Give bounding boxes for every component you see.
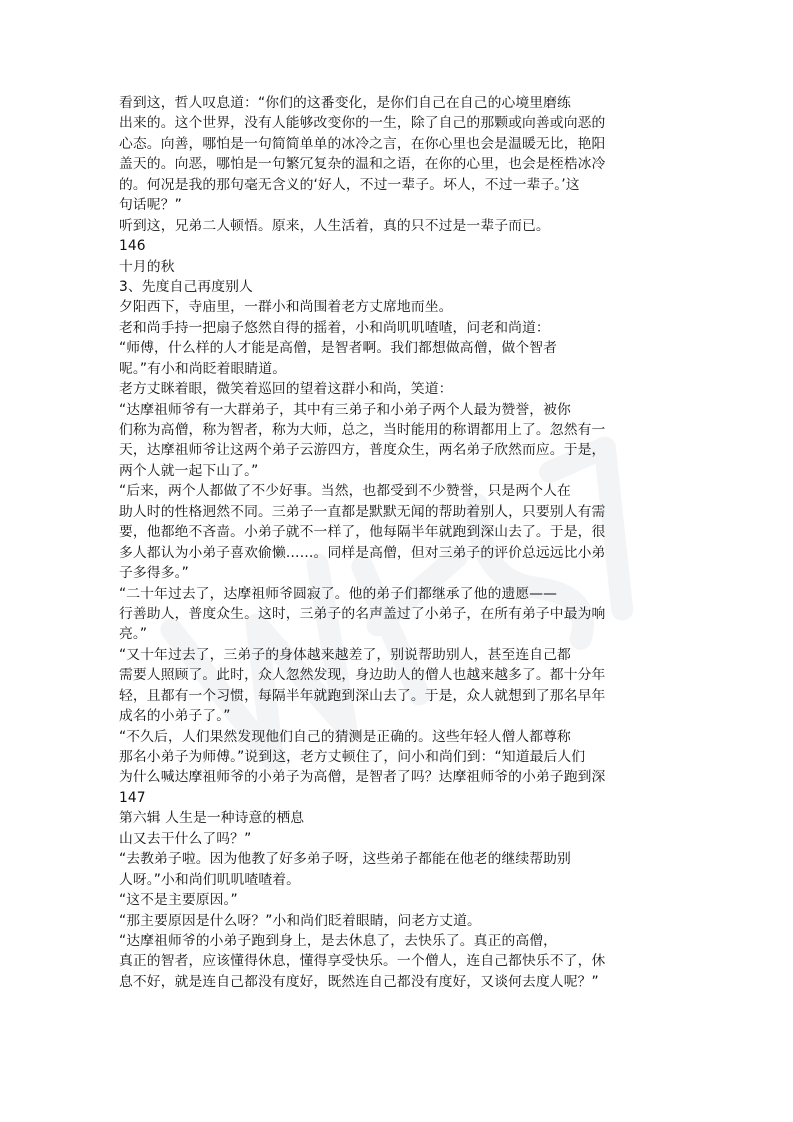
text-line: “又十年过去了，三弟子的身体越来越差了，别说帮助别人，甚至连自己都 [119, 646, 571, 663]
text-line: 3、先度自己再度别人 [119, 278, 253, 295]
text-line: 轻，且都有一个习惯，每隔半年就跑到深山去了。于是，众人就想到了那名早年 [119, 687, 606, 704]
document-text [119, 93, 679, 992]
text-line: “达摩祖师爷有一大群弟子，其中有三弟子和小弟子两个人最为赞誉，被你 [119, 401, 571, 418]
text-line: 们称为高僧，称为智者，称为大师，总之，当时能用的称谓都用上了。忽然有一 [119, 422, 606, 438]
text-line: “二十年过去了，达摩祖师爷圆寂了。他的弟子们都继承了他的遗愿—— [119, 585, 558, 602]
text-line: 需要人照顾了。此时，众人忽然发现，身边助人的僧人也越来越多了。都十分年 [119, 667, 606, 684]
text-line: 多人都认为小弟子喜欢偷懒……。同样是高僧，但对三弟子的评价总远远比小弟 [119, 544, 606, 561]
text-line: 要，他都绝不吝啬。小弟子就不一样了，他每隔半年就跑到深山去了。于是，很 [119, 524, 606, 541]
text-line: 老和尚手持一把扇子悠然自得的摇着，小和尚叽叽喳喳，问老和尚道： [119, 319, 550, 336]
text-line: “去教弟子啦。因为他教了好多弟子呀，这些弟子都能在他老的继续帮助别 [119, 851, 571, 868]
text-line: 行善助人，普度众生。这时，三弟子的名声盖过了小弟子，在所有弟子中最为响 [119, 605, 606, 622]
text-line: “达摩祖师爷的小弟子跑到身上，是去休息了，去快乐了。真正的高僧， [119, 932, 558, 949]
text-line: 心态。向善，哪怕是一句简简单单的冰冷之言，在你心里也会是温暖无比，艳阳 [119, 135, 606, 152]
text-line: 呢。”有小和尚眨着眼睛道。 [119, 360, 287, 377]
text-line: 出来的。这个世界，没有人能够改变你的一生，除了自己的那颗或向善或向恶的 [119, 115, 606, 132]
text-line: 十月的秋 [119, 258, 175, 275]
text-line: “后来，两个人都做了不少好事。当然，也都受到不少赞誉，只是两个人在 [119, 483, 571, 500]
text-line: 句话呢？” [119, 197, 182, 214]
text-line: 的。何况是我的那句毫无含义的‘好人，不过一辈子。坏人，不过一辈子。’这 [119, 176, 580, 193]
text-line: 真正的智者，应该懂得休息，懂得享受快乐。一个僧人，连自己都快乐不了，休 [119, 953, 606, 970]
text-line: 为什么喊达摩祖师爷的小弟子为高僧，是智者了吗？达摩祖师爷的小弟子跑到深 [119, 769, 606, 786]
text-line: 子多得多。” [119, 565, 189, 582]
text-line: 天，达摩祖师爷让这两个弟子云游四方，普度众生，两名弟子欣然而应。于是， [119, 442, 606, 459]
text-line: “不久后，人们果然发现他们自己的猜测是正确的。这些年轻人僧人都尊称 [119, 728, 571, 745]
text-line: 成名的小弟子了。” [119, 708, 231, 725]
text-line: “这不是主要原因。” [119, 892, 238, 909]
text-line: 息不好，就是连自己都没有度好，既然连自己都没有度好，又谈何去度人呢？” [119, 973, 599, 990]
text-line: 看到这，哲人叹息道：“你们的这番变化，是你们自己在自己的心境里磨练 [119, 95, 571, 111]
text-line: 那名小弟子为师傅。”说到这，老方丈顿住了，问小和尚们到：“知道最后人们 [119, 749, 586, 765]
text-line: “师傅，什么样的人才能是高僧，是智者啊。我们都想做高僧，做个智者 [119, 340, 558, 357]
text-line: 盖天的。向恶，哪怕是一句繁冗复杂的温和之语，在你的心里，也会是桎梏冰冷 [119, 156, 606, 173]
text-line: “那主要原因是什么呀？”小和尚们眨着眼睛，问老方丈道。 [119, 912, 481, 929]
text-line: 两个人就一起下山了。” [119, 462, 259, 479]
text-line: 助人时的性格迥然不同。三弟子一直都是默默无闻的帮助着别人，只要别人有需 [119, 503, 606, 520]
text-line: 人呀。”小和尚们叽叽喳喳着。 [119, 871, 301, 888]
text-line: 亮。” [119, 626, 148, 643]
text-line: 老方丈眯着眼，微笑着巡回的望着这群小和尚，笑道： [119, 381, 453, 398]
text-line: 山又去干什么了吗？” [119, 830, 252, 847]
text-line: 听到这，兄弟二人顿悟。原来，人生活着，真的只不过是一辈子而已。 [119, 217, 550, 234]
text-line: 夕阳西下，寺庙里，一群小和尚围着老方丈席地而坐。 [119, 299, 453, 316]
text-line: 第六辑 人生是一种诗意的栖息 [119, 810, 305, 827]
text-line: 147 [119, 789, 146, 806]
text-line: 146 [119, 238, 146, 255]
